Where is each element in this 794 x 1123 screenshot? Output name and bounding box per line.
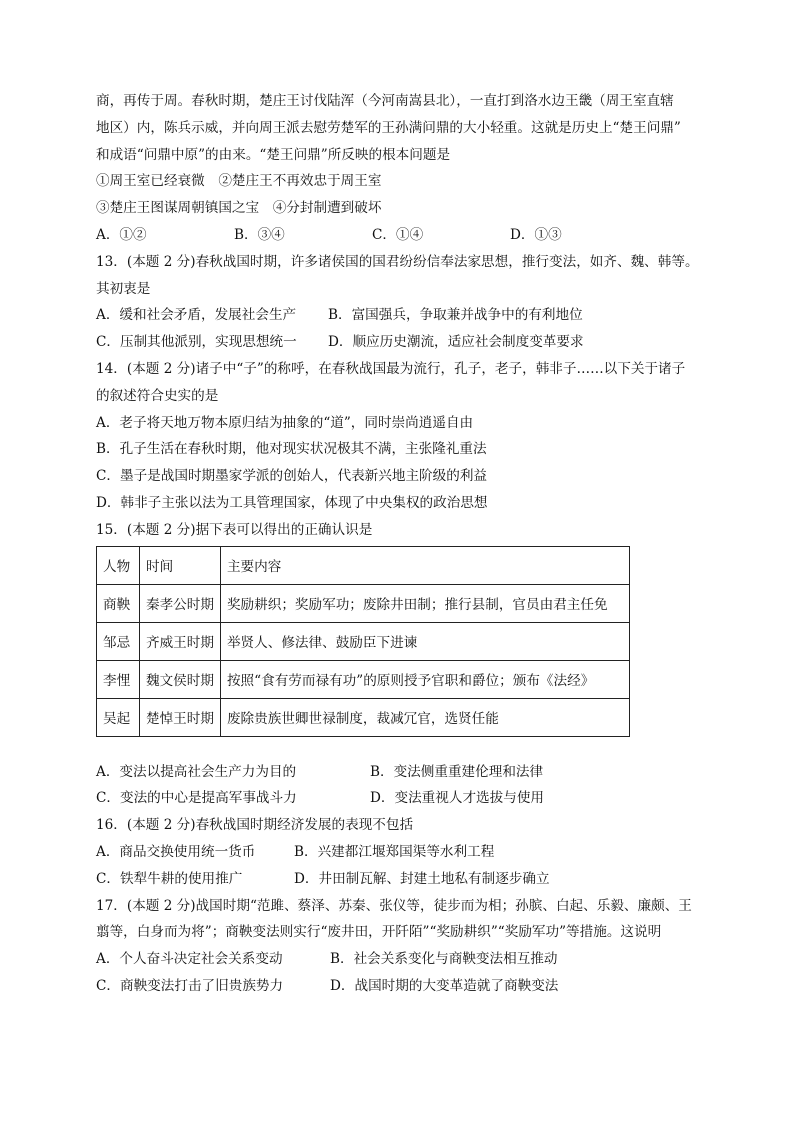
option-b[interactable]: B．孔子生活在春秋时期，他对现实状况极其不满，主张隆礼重法: [96, 441, 487, 458]
option-c[interactable]: C．商鞅变法打击了旧贵族势力: [96, 977, 284, 994]
option-b[interactable]: B．社会关系变化与商鞅变法相互推动: [330, 951, 558, 968]
table-cell: 李悝: [97, 660, 140, 698]
question-text-line: 17．(本题 2 分)战国时期“范雎、蔡泽、苏秦、张仪等，徒步而为相；孙膑、白起、乐毅、廉颇、王: [96, 897, 692, 914]
answer-options-row: [96, 839, 706, 866]
table-cell: 商鞅: [97, 584, 140, 622]
option-d[interactable]: D．韩非子主张以法为工具管理国家，体现了中央集权的政治思想: [96, 494, 488, 511]
table-cell: 奖励耕织；奖励军功；废除井田制；推行县制，官员由君主任免: [220, 584, 629, 622]
answer-options-row: [96, 866, 706, 893]
statement-line: ①周王室已经衰微 ②楚庄王不再效忠于周王室: [96, 173, 382, 190]
table-cell: 魏文侯时期: [140, 660, 221, 698]
answer-options-row: [96, 329, 706, 356]
answer-options-row: [96, 785, 706, 812]
table-header-cell: 主要内容: [220, 546, 629, 584]
question-14: [96, 356, 706, 517]
question-17: [96, 893, 706, 1000]
answer-options-row: [96, 302, 706, 329]
table-header-row: [97, 546, 630, 584]
option-a[interactable]: A．商品交换使用统一货币: [96, 843, 256, 860]
table-row: [97, 584, 630, 622]
option-b[interactable]: B．③④: [234, 226, 285, 243]
answer-options: [96, 222, 706, 249]
table-cell: 举贤人、修法律、鼓励臣下进谏: [220, 622, 629, 660]
option-b[interactable]: B．富国强兵，争取兼并战争中的有利地位: [328, 307, 583, 324]
question-text-line: 和成语“问鼎中原”的由来。“楚王问鼎”所反映的根本问题是: [96, 146, 451, 163]
answer-options-row: [96, 973, 706, 1000]
question-15: [96, 517, 706, 812]
option-c[interactable]: C．压制其他派别，实现思想统一: [96, 334, 297, 351]
statement-line: ③楚庄王图谋周朝镇国之宝 ④分封制遭到破坏: [96, 200, 382, 217]
question-16: [96, 812, 706, 892]
option-c[interactable]: C．①④: [372, 226, 424, 243]
table-cell: 秦孝公时期: [140, 584, 221, 622]
option-c[interactable]: C．铁犁牛耕的使用推广: [96, 870, 243, 887]
table-cell: 吴起: [97, 698, 140, 736]
table-row: [97, 622, 630, 660]
option-d[interactable]: D．井田制瓦解、封建土地私有制逐步确立: [294, 870, 550, 887]
question-stem: 15．(本题 2 分)据下表可以得出的正确认识是: [96, 521, 373, 538]
option-d[interactable]: D．顺应历史潮流，适应社会制度变革要求: [328, 334, 584, 351]
table-header-cell: 人物: [97, 546, 140, 584]
question-stem: 16．(本题 2 分)春秋战国时期经济发展的表现不包括: [96, 817, 414, 834]
question-text-line: 的叙述符合史实的是: [96, 387, 219, 404]
spacer: [96, 745, 706, 759]
option-b[interactable]: B．兴建都江堰郑国渠等水利工程: [294, 843, 495, 860]
option-c[interactable]: C．墨子是战国时期墨家学派的创始人，代表新兴地主阶级的利益: [96, 468, 488, 485]
table-cell: 齐威王时期: [140, 622, 221, 660]
exam-page: [96, 88, 706, 1000]
option-b[interactable]: B．变法侧重重建伦理和法律: [370, 763, 544, 780]
reform-table: [96, 546, 630, 737]
option-d[interactable]: D．变法重视人才选拔与使用: [370, 790, 545, 807]
question-text-line: 翦等，白身而为将”；商鞅变法则实行“废井田，开阡陌”“奖励耕织”“奖励军功”等措施。这说明: [96, 924, 662, 941]
table-cell: 楚悼王时期: [140, 698, 221, 736]
option-d[interactable]: D．①③: [510, 226, 562, 243]
question-text-line: 其初衷是: [96, 280, 151, 297]
table-cell: 废除贵族世卿世禄制度，裁减冗官，选贤任能: [220, 698, 629, 736]
table-header-cell: 时间: [140, 546, 221, 584]
question-text-line: 地区）内，陈兵示威，并向周王派去慰劳楚军的王孙满问鼎的大小轻重。这就是历史上“楚王问鼎”: [96, 119, 681, 136]
option-a[interactable]: A．老子将天地万物本原归结为抽象的“道”，同时崇尚逍遥自由: [96, 414, 474, 431]
option-a[interactable]: A．变法以提高社会生产力为目的: [96, 763, 297, 780]
table-cell: 按照“食有劳而禄有功”的原则授予官职和爵位；颁布《法经》: [220, 660, 629, 698]
option-a[interactable]: A．①②: [96, 226, 147, 243]
table-row: [97, 698, 630, 736]
question-12: [96, 88, 706, 249]
question-text-line: 14．(本题 2 分)诸子中“子”的称呼，在春秋战国最为流行，孔子，老子，韩非子……以下关于诸子: [96, 360, 686, 377]
question-13: [96, 249, 706, 356]
table-row: [97, 660, 630, 698]
option-c[interactable]: C．变法的中心是提高军事战斗力: [96, 790, 297, 807]
answer-options-row: [96, 946, 706, 973]
option-a[interactable]: A．个人奋斗决定社会关系变动: [96, 951, 283, 968]
answer-options-row: [96, 759, 706, 786]
question-text-line: 13．(本题 2 分)春秋战国时期，许多诸侯国的国君纷纷信奉法家思想，推行变法，如齐、魏、韩等。: [96, 253, 699, 270]
table-cell: 邹忌: [97, 622, 140, 660]
option-a[interactable]: A．缓和社会矛盾，发展社会生产: [96, 307, 297, 324]
question-text-line: 商，再传于周。春秋时期，楚庄王讨伐陆浑（今河南嵩县北），一直打到洛水边王畿（周王室直辖: [96, 93, 674, 109]
option-d[interactable]: D．战国时期的大变革造就了商鞅变法: [330, 977, 559, 994]
